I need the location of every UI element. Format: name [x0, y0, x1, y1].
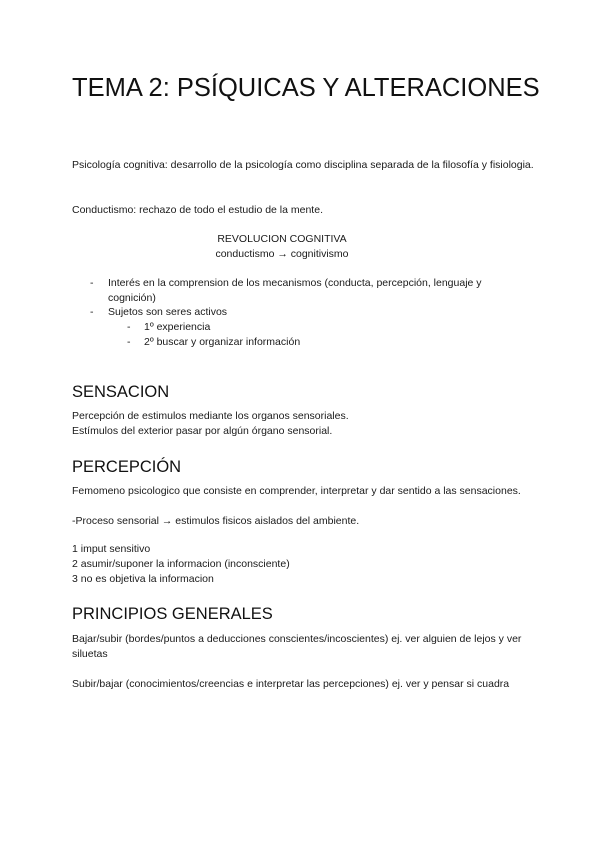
percepcion-line-2: -Proceso sensorial → estimulos fisicos aislados del ambiente.: [72, 515, 360, 527]
intro-paragraph-2: Conductismo: rechazo de todo el estudio de la mente.: [72, 204, 323, 216]
percepcion-line-1: Femomeno psicologico que consiste en comprender, interpretar y dar sentido a las sensaciones.: [72, 485, 521, 497]
revolution-heading: REVOLUCION COGNITIVA: [217, 233, 347, 245]
sensacion-line-1: Percepción de estimulos mediante los organos sensoriales.: [72, 410, 349, 422]
bullet-item-1: Interés en la comprension de los mecanismos (conducta, percepción, lenguaje y cognición): [108, 277, 482, 304]
sub-bullet-item-1: 1º experiencia: [144, 321, 211, 333]
principios-paragraph-1: Bajar/subir (bordes/puntos a deducciones conscientes/incoscientes) ej. ver alguien de lejos y ver siluetas: [72, 633, 522, 660]
sub-bullet-item-2: 2º buscar y organizar información: [144, 336, 301, 348]
section-heading-sensacion: SENSACION: [72, 383, 170, 401]
percepcion-list-item-1: 1 imput sensitivo: [72, 543, 151, 555]
percepcion-list-item-2: 2 asumir/suponer la informacion (inconsciente): [72, 558, 290, 570]
principios-paragraph-2: Subir/bajar (conocimientos/creencias e interpretar las percepciones) ej. ver y pensar si cuadra: [72, 678, 510, 690]
bullet-item-2: Sujetos son seres activos: [108, 306, 228, 318]
revolution-subline: conductismo → cognitivismo: [215, 248, 349, 260]
bullet-dash: -: [90, 277, 94, 289]
sensacion-line-2: Estímulos del exterior pasar por algún órgano sensorial.: [72, 425, 333, 437]
intro-paragraph-1: Psicología cognitiva: desarrollo de la psicología como disciplina separada de la filosofía y fisiologia.: [72, 159, 534, 171]
section-heading-percepcion: PERCEPCIÓN: [72, 458, 182, 476]
percepcion-list-item-3: 3 no es objetiva la informacion: [72, 573, 214, 585]
section-heading-principios: PRINCIPIOS GENERALES: [72, 605, 273, 623]
bullet-dash: -: [90, 306, 94, 318]
sub-bullet-dash: -: [127, 336, 131, 348]
page-title: TEMA 2: PSÍQUICAS Y ALTERACIONES: [72, 74, 540, 102]
sub-bullet-dash: -: [127, 321, 131, 333]
